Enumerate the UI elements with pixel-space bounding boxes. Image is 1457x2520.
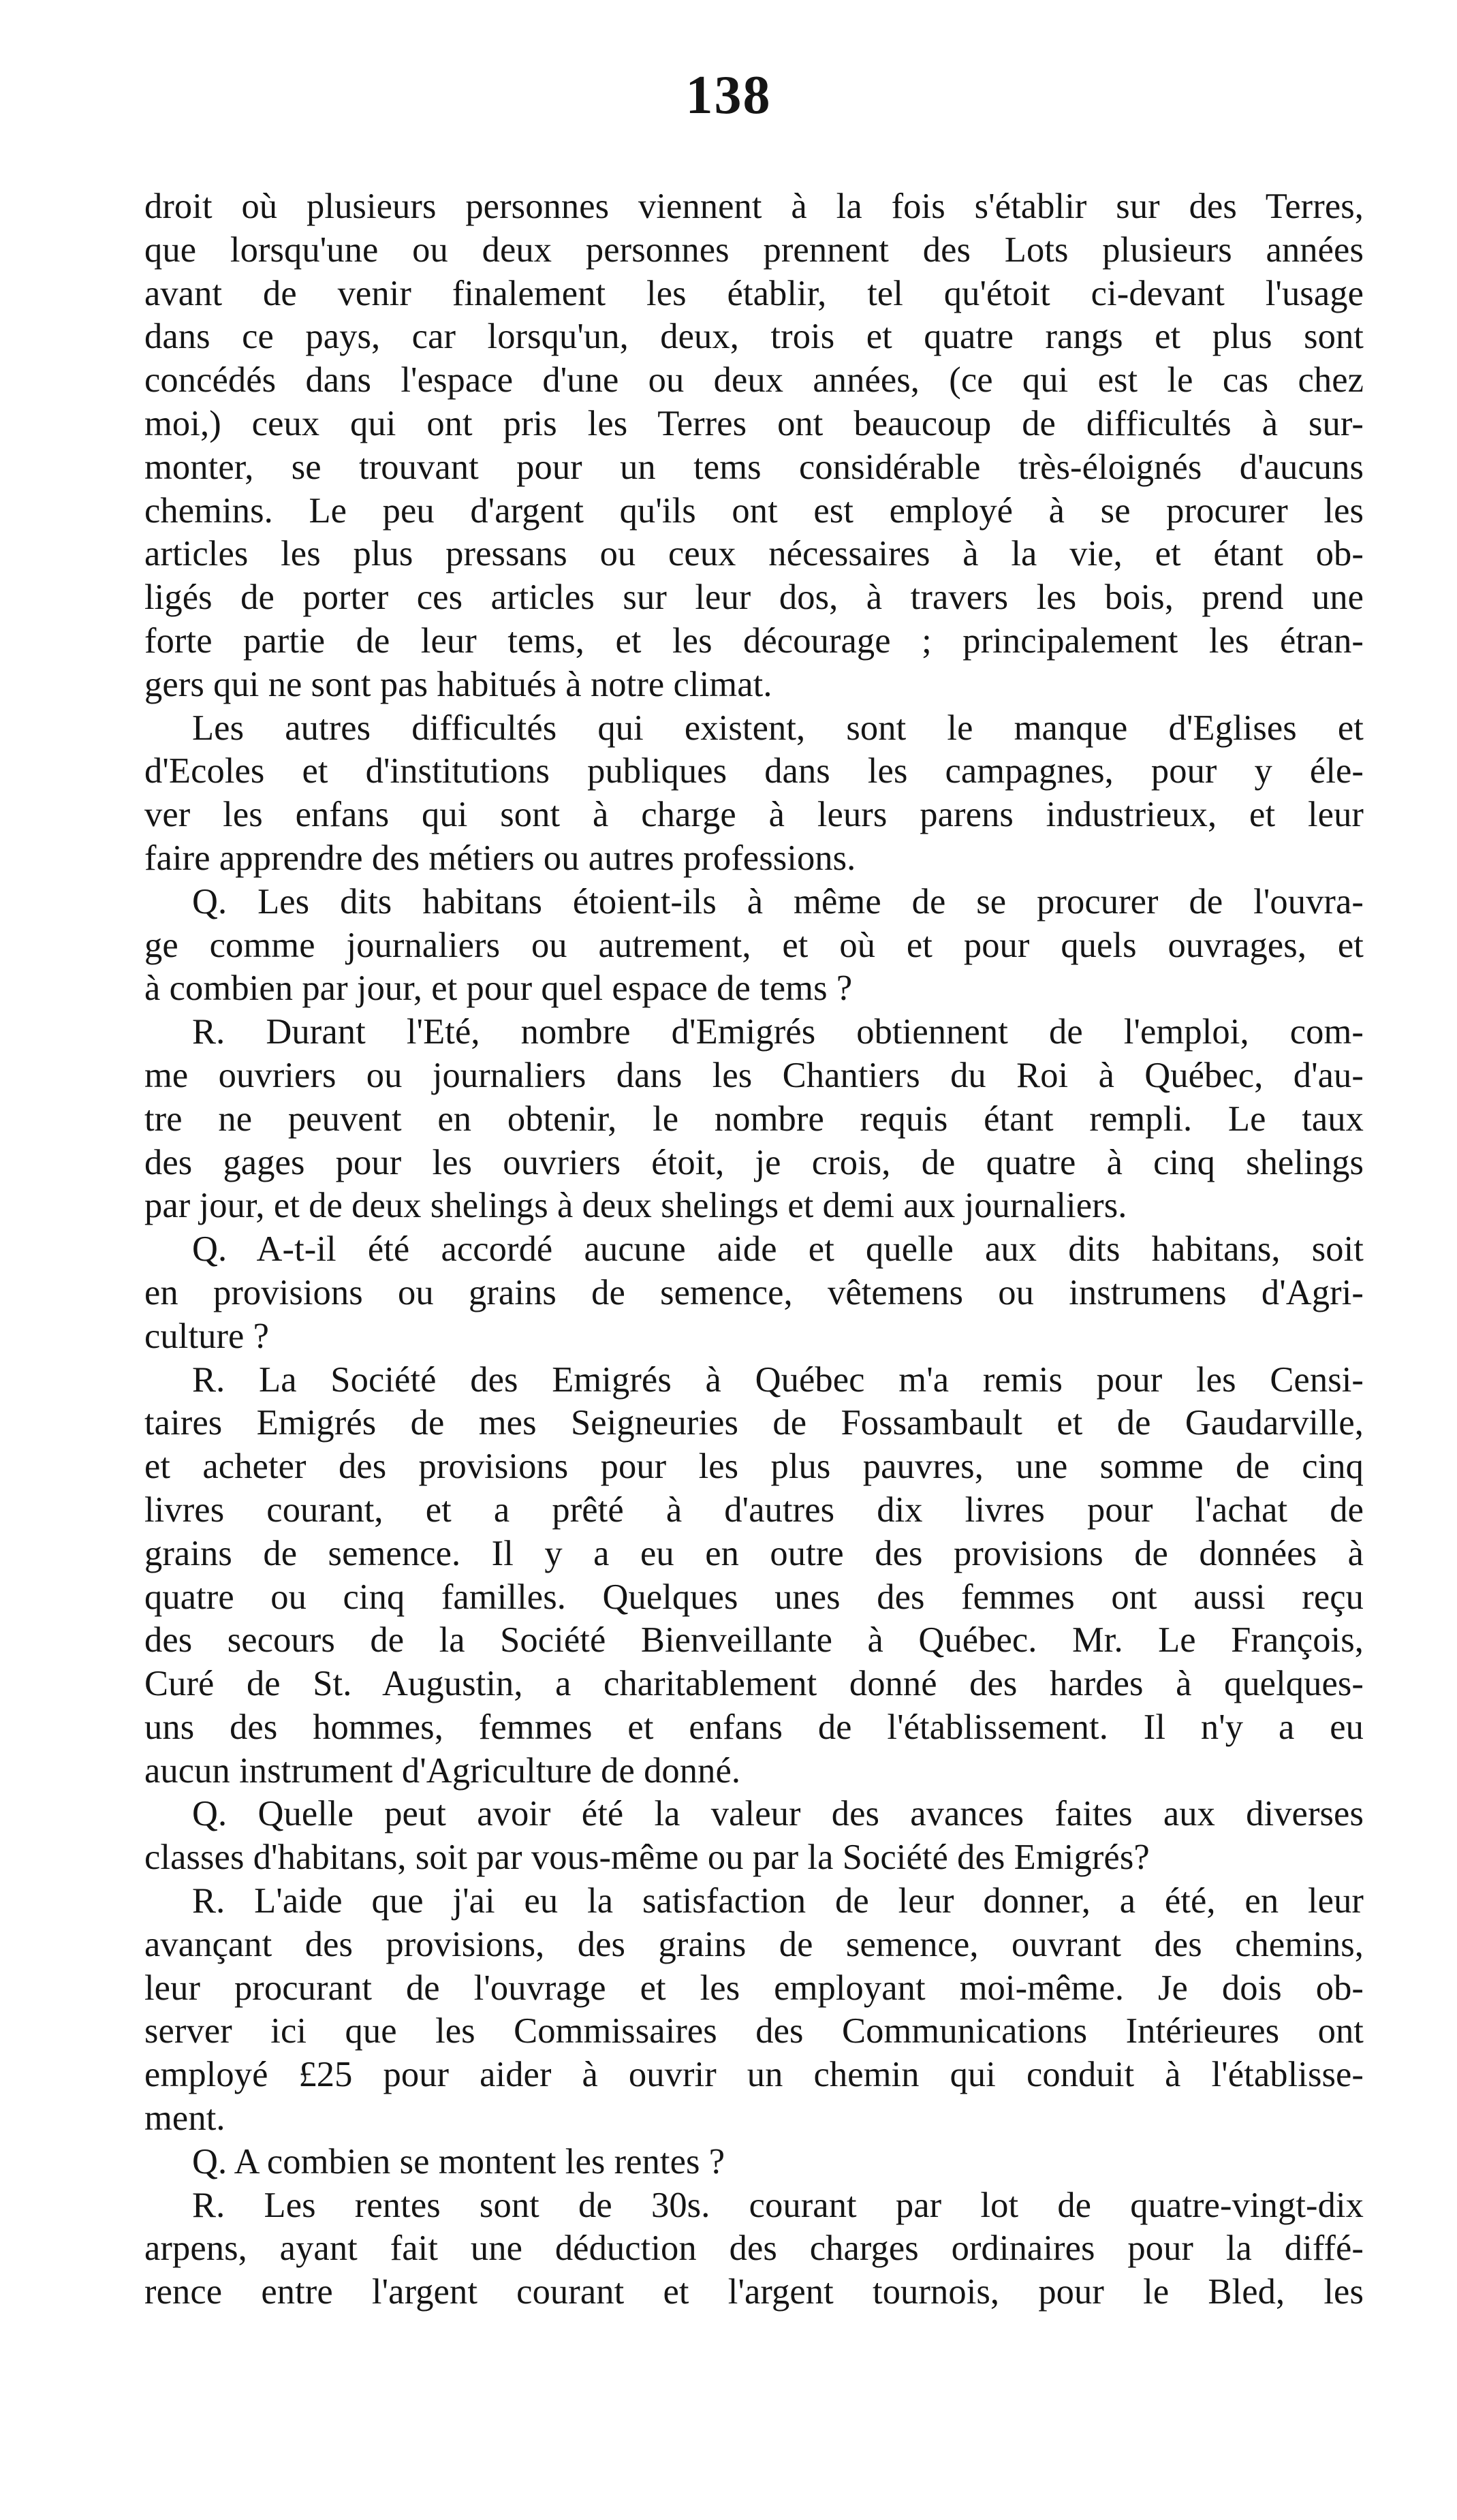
- text-line: à combien par jour, et pour quel espace de tems ?: [144, 968, 853, 1009]
- text-line: en provisions ou grains de semence, vêtemens ou instrumens d'Agri-: [144, 1272, 1364, 1312]
- text-line: gers qui ne sont pas habitués à notre climat.: [144, 664, 772, 704]
- text-line: ver les enfans qui sont à charge à leurs parens industrieux, et leur: [144, 795, 1364, 835]
- text-line: moi,) ceux qui ont pris les Terres ont beaucoup de difficultés à sur-: [144, 403, 1364, 443]
- text-line: R. La Société des Emigrés à Québec m'a remis pour les Censi-: [192, 1359, 1364, 1400]
- text-line: dans ce pays, car lorsqu'un, deux, trois et quatre rangs et plus sont: [144, 317, 1364, 357]
- text-line: R. L'aide que j'ai eu la satisfaction de leur donner, a été, en leur: [192, 1881, 1364, 1921]
- text-line: aucun instrument d'Agriculture de donné.: [144, 1750, 741, 1791]
- text-line: concédés dans l'espace d'une ou deux années, (ce qui est le cas chez: [144, 360, 1364, 400]
- text-line: faire apprendre des métiers ou autres professions.: [144, 838, 856, 878]
- text-line: Curé de St. Augustin, a charitablement donné des hardes à quelques-: [144, 1664, 1364, 1704]
- text-line: par jour, et de deux shelings à deux shelings et demi aux journaliers.: [144, 1186, 1127, 1226]
- text-line: employé £25 pour aider à ouvrir un chemin qui conduit à l'établisse-: [144, 2055, 1364, 2095]
- text-line: avançant des provisions, des grains de semence, ouvrant des chemins,: [144, 1924, 1364, 1964]
- text-line: Q. A combien se montent les rentes ?: [192, 2141, 725, 2182]
- text-line: leur procurant de l'ouvrage et les employant moi-même. Je dois ob-: [144, 1968, 1364, 2008]
- text-line: livres courant, et a prêté à d'autres dix livres pour l'achat de: [144, 1490, 1364, 1530]
- text-line: d'Ecoles et d'institutions publiques dans les campagnes, pour y éle-: [144, 751, 1364, 791]
- text-line: ment.: [144, 2098, 225, 2139]
- page-number: 138: [685, 65, 772, 125]
- text-line: ligés de porter ces articles sur leur dos, à travers les bois, prend une: [144, 578, 1364, 618]
- text-line: quatre ou cinq familles. Quelques unes des femmes ont aussi reçu: [144, 1577, 1364, 1617]
- text-line: Q. Les dits habitans étoient-ils à même de se procurer de l'ouvra-: [192, 881, 1364, 922]
- text-line: chemins. Le peu d'argent qu'ils ont est employé à se procurer les: [144, 490, 1364, 531]
- text-line: articles les plus pressans ou ceux nécessaires à la vie, et étant ob-: [144, 534, 1364, 574]
- text-line: taires Emigrés de mes Seigneuries de Fossambault et de Gaudarville,: [144, 1403, 1364, 1443]
- text-line: grains de semence. Il y a eu en outre des provisions de données à: [144, 1533, 1364, 1573]
- text-line: server ici que les Commissaires des Communications Intérieures ont: [144, 2011, 1364, 2051]
- text-line: des gages pour les ouvriers étoit, je crois, de quatre à cinq shelings: [144, 1142, 1364, 1182]
- text-line: rence entre l'argent courant et l'argent tournois, pour le Bled, les: [144, 2272, 1364, 2312]
- text-line: Q. Quelle peut avoir été la valeur des avances faites aux diverses: [192, 1794, 1364, 1834]
- text-line: forte partie de leur tems, et les décourage ; principalement les étran-: [144, 620, 1364, 661]
- text-line: des secours de la Société Bienveillante à Québec. Mr. Le François,: [144, 1620, 1364, 1660]
- text-line: ge comme journaliers ou autrement, et où et pour quels ouvrages, et: [144, 925, 1364, 965]
- text-line: monter, se trouvant pour un tems considérable très-éloignés d'aucuns: [144, 447, 1364, 487]
- text-line: Q. A-t-il été accordé aucune aide et quelle aux dits habitans, soit: [192, 1229, 1364, 1270]
- text-line: avant de venir finalement les établir, tel qu'étoit ci-devant l'usage: [144, 273, 1364, 313]
- text-line: uns des hommes, femmes et enfans de l'établissement. Il n'y a eu: [144, 1707, 1364, 1747]
- text-line: me ouvriers ou journaliers dans les Chantiers du Roi à Québec, d'au-: [144, 1055, 1364, 1095]
- text-line: Les autres difficultés qui existent, sont le manque d'Eglises et: [192, 708, 1364, 748]
- text-line: culture ?: [144, 1316, 270, 1356]
- text-line: droit où plusieurs personnes viennent à la fois s'établir sur des Terres,: [144, 187, 1364, 226]
- text-line: R. Les rentes sont de 30s. courant par lot de quatre-vingt-dix: [192, 2185, 1364, 2225]
- text-line: et acheter des provisions pour les plus pauvres, une somme de cinq: [144, 1447, 1364, 1487]
- text-line: classes d'habitans, soit par vous-même ou par la Société des Emigrés?: [144, 1838, 1150, 1878]
- text-line: arpens, ayant fait une déduction des charges ordinaires pour la diffé-: [144, 2228, 1364, 2269]
- text-line: R. Durant l'Eté, nombre d'Emigrés obtiennent de l'emploi, com-: [192, 1012, 1364, 1052]
- body-text: [144, 185, 1364, 2314]
- text-line: que lorsqu'une ou deux personnes prennent des Lots plusieurs années: [144, 230, 1364, 270]
- text-line: tre ne peuvent en obtenir, le nombre requis étant rempli. Le taux: [144, 1099, 1364, 1139]
